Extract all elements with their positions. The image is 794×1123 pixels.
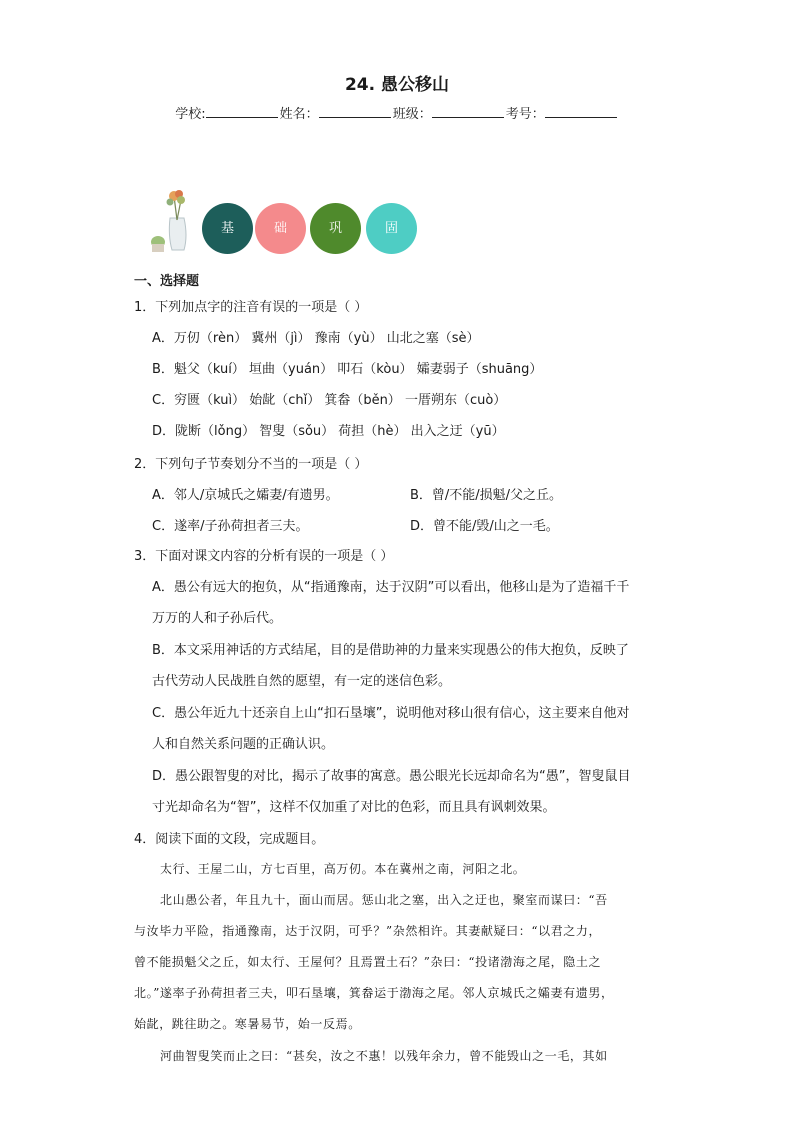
q2-stem: 2．下列句子节奏划分不当的一项是（ ） xyxy=(134,457,368,472)
q2-option-d[interactable]: D．曾不能/毁/山之一毛。 xyxy=(410,519,559,534)
q3-option-a-line2[interactable]: 万万的人和子孙后代。 xyxy=(152,611,283,626)
number-label: 考号： xyxy=(505,107,545,122)
passage-para3-line1: 河曲智叟笑而止之曰：“甚矣，汝之不惠！以残年余力，曾不能毁山之一毛，其如 xyxy=(160,1049,608,1063)
school-blank[interactable] xyxy=(206,105,278,118)
passage-para2-line1: 北山愚公者，年且九十，面山而居。惩山北之塞，出入之迂也，聚室而谋曰：“吾 xyxy=(160,893,608,907)
plant-vase-icon xyxy=(148,186,198,254)
class-blank[interactable] xyxy=(432,105,504,118)
section-heading: 一、选择题 xyxy=(134,274,200,289)
page-title: 24. 愚公移山 xyxy=(344,75,450,95)
q4-stem: 4．阅读下面的文段，完成题目。 xyxy=(134,832,325,847)
q3-option-c-line1[interactable]: C．愚公年近九十还亲自上山“扣石垦壤”，说明他对移山很有信心，这主要来自他对 xyxy=(152,706,630,721)
q2-option-b[interactable]: B．曾/不能/损魁/父之丘。 xyxy=(410,488,563,503)
q1-option-a[interactable]: A．万仞（rèn） 冀州（jì） 豫南（yù） 山北之塞（sè） xyxy=(152,331,480,346)
passage-para2-line5: 始龀，跳往助之。寒暑易节，始一反焉。 xyxy=(134,1017,361,1031)
passage-para2-line2: 与汝毕力平险，指通豫南，达于汉阴，可乎？”杂然相许。其妻献疑曰：“以君之力， xyxy=(134,924,602,938)
school-label: 学校: xyxy=(175,107,206,122)
banner-circle-3 xyxy=(310,203,361,254)
banner-char-3: 巩 xyxy=(328,221,342,236)
student-info-row xyxy=(0,103,794,122)
banner-char-2: 础 xyxy=(273,221,287,236)
q3-option-b-line1[interactable]: B．本文采用神话的方式结尾，目的是借助神的力量来实现愚公的伟大抱负，反映了 xyxy=(152,643,629,658)
q1-option-b[interactable]: B．魁父（kuí） 垣曲（yuán） 叩石（kòu） 孀妻弱子（shuāng） xyxy=(152,362,543,377)
q1-option-d[interactable]: D．陇断（lǒng） 智叟（sǒu） 荷担（hè） 出入之迂（yū） xyxy=(152,424,505,439)
number-blank[interactable] xyxy=(545,105,617,118)
name-label: 姓名： xyxy=(279,107,319,122)
class-label: 班级： xyxy=(392,107,432,122)
passage-para1: 太行、王屋二山，方七百里，高万仞。本在冀州之南，河阳之北。 xyxy=(160,862,526,876)
q1-stem: 1．下列加点字的注音有误的一项是（ ） xyxy=(134,300,368,315)
q3-option-b-line2[interactable]: 古代劳动人民战胜自然的愿望，有一定的迷信色彩。 xyxy=(152,674,452,689)
banner-circle-4 xyxy=(366,203,417,254)
q3-option-c-line2[interactable]: 人和自然关系问题的正确认识。 xyxy=(152,737,335,752)
passage-para2-line4: 北。”遂率子孙荷担者三夫，叩石垦壤，箕畚运于渤海之尾。邻人京城氏之孀妻有遗男， xyxy=(134,986,614,1000)
banner-char-4: 固 xyxy=(384,221,398,236)
q3-stem: 3．下面对课文内容的分析有误的一项是（ ） xyxy=(134,549,394,564)
banner-circle-1 xyxy=(202,203,253,254)
banner-char-1: 基 xyxy=(220,221,234,236)
banner-circle-2 xyxy=(255,203,306,254)
q3-option-d-line2[interactable]: 寸光却命名为“智”，这样不仅加重了对比的色彩，而且具有讽刺效果。 xyxy=(152,800,556,815)
passage-para2-line3: 曾不能损魁父之丘，如太行、王屋何？且焉置土石？”杂曰：“投诸渤海之尾，隐土之 xyxy=(134,955,602,969)
q3-option-a-line1[interactable]: A．愚公有远大的抱负，从“指通豫南，达于汉阴”可以看出，他移山是为了造福千千 xyxy=(152,580,630,595)
q2-option-a[interactable]: A．邻人/京城氏之孀妻/有遗男。 xyxy=(152,488,339,503)
q3-option-d-line1[interactable]: D．愚公跟智叟的对比，揭示了故事的寓意。愚公眼光长远却命名为“愚”，智叟鼠目 xyxy=(152,769,631,784)
section-banner xyxy=(148,186,438,256)
q2-option-c[interactable]: C．遂率/子孙荷担者三夫。 xyxy=(152,519,309,534)
q1-option-c[interactable]: C．穷匮（kuì） 始龀（chǐ） 箕畚（běn） 一厝朔东（cuò） xyxy=(152,393,507,408)
name-blank[interactable] xyxy=(319,105,391,118)
